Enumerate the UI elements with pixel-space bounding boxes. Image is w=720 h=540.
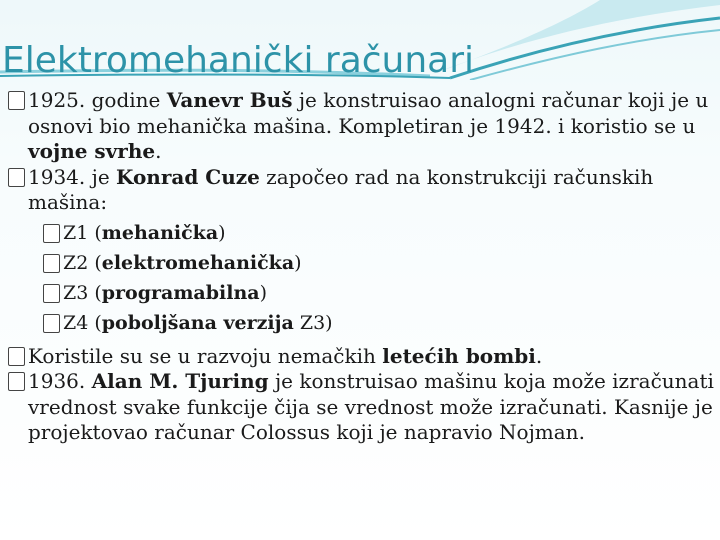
bold-text-run: Konrad Cuze (116, 164, 260, 189)
text-run: 1925. godine (28, 88, 167, 112)
bold-text-run: Vanevr Buš (166, 88, 293, 112)
text-run: Z2 ( (63, 251, 102, 274)
missing-glyph-icon (8, 168, 25, 187)
text-run: 1936. (28, 369, 92, 393)
text-run: Z3 ( (63, 281, 102, 304)
bullet-paragraph (8, 369, 714, 446)
sub-bullet-list (8, 220, 714, 336)
text-run: ) (218, 221, 226, 244)
text-run: je konstruisao mašinu koja može izračunati vrednost svake funkcije čija se vrednost može izračunati. Kasnije je projektovao računar Colossus koji je napravio Nojman. (28, 369, 714, 444)
sub-bullet-item (8, 280, 714, 306)
bold-text-run: poboljšana verzija (101, 311, 294, 334)
text-run: ) (294, 251, 302, 274)
missing-glyph-icon (43, 224, 60, 243)
text-run: ) (259, 281, 268, 304)
sub-bullet-item (8, 220, 714, 246)
missing-glyph-icon (43, 314, 60, 333)
text-run: započeo rad na konstrukciji računskih mašina: (28, 164, 654, 214)
bold-text-run: mehanička (101, 221, 219, 244)
bullet-paragraph (8, 88, 714, 165)
text-run: 1934. je (28, 164, 117, 189)
missing-glyph-icon (8, 91, 25, 110)
bold-text-run: programabilna (101, 281, 260, 304)
text-run: je konstruisao analogni računar koji je u osnovi bio mehanička mašina. Kompletiran je 1942. i koristio se u (28, 88, 709, 138)
text-run: Z4 ( (63, 311, 102, 334)
text-run: . (155, 139, 162, 163)
sub-bullet-item (8, 310, 714, 336)
text-run: Z3) (293, 311, 333, 334)
missing-glyph-icon (8, 372, 25, 391)
bold-text-run: vojne svrhe (28, 139, 156, 163)
missing-glyph-icon (43, 254, 60, 273)
bullet-paragraph (8, 165, 714, 216)
bold-text-run: letećih bombi (382, 343, 536, 368)
sub-bullet-item (8, 250, 714, 276)
text-run: . (535, 343, 543, 368)
bold-text-run: Alan M. Tjuring (91, 369, 269, 393)
slide-body (8, 88, 714, 446)
missing-glyph-icon (43, 284, 60, 303)
text-run: Z1 ( (63, 221, 102, 244)
text-run: Koristile su se u razvoju nemačkih (28, 343, 383, 368)
bold-text-run: elektromehanička (101, 251, 295, 274)
missing-glyph-icon (8, 347, 25, 366)
slide-title: Elektromehanički računari (2, 40, 475, 81)
bullet-paragraph (8, 344, 714, 370)
